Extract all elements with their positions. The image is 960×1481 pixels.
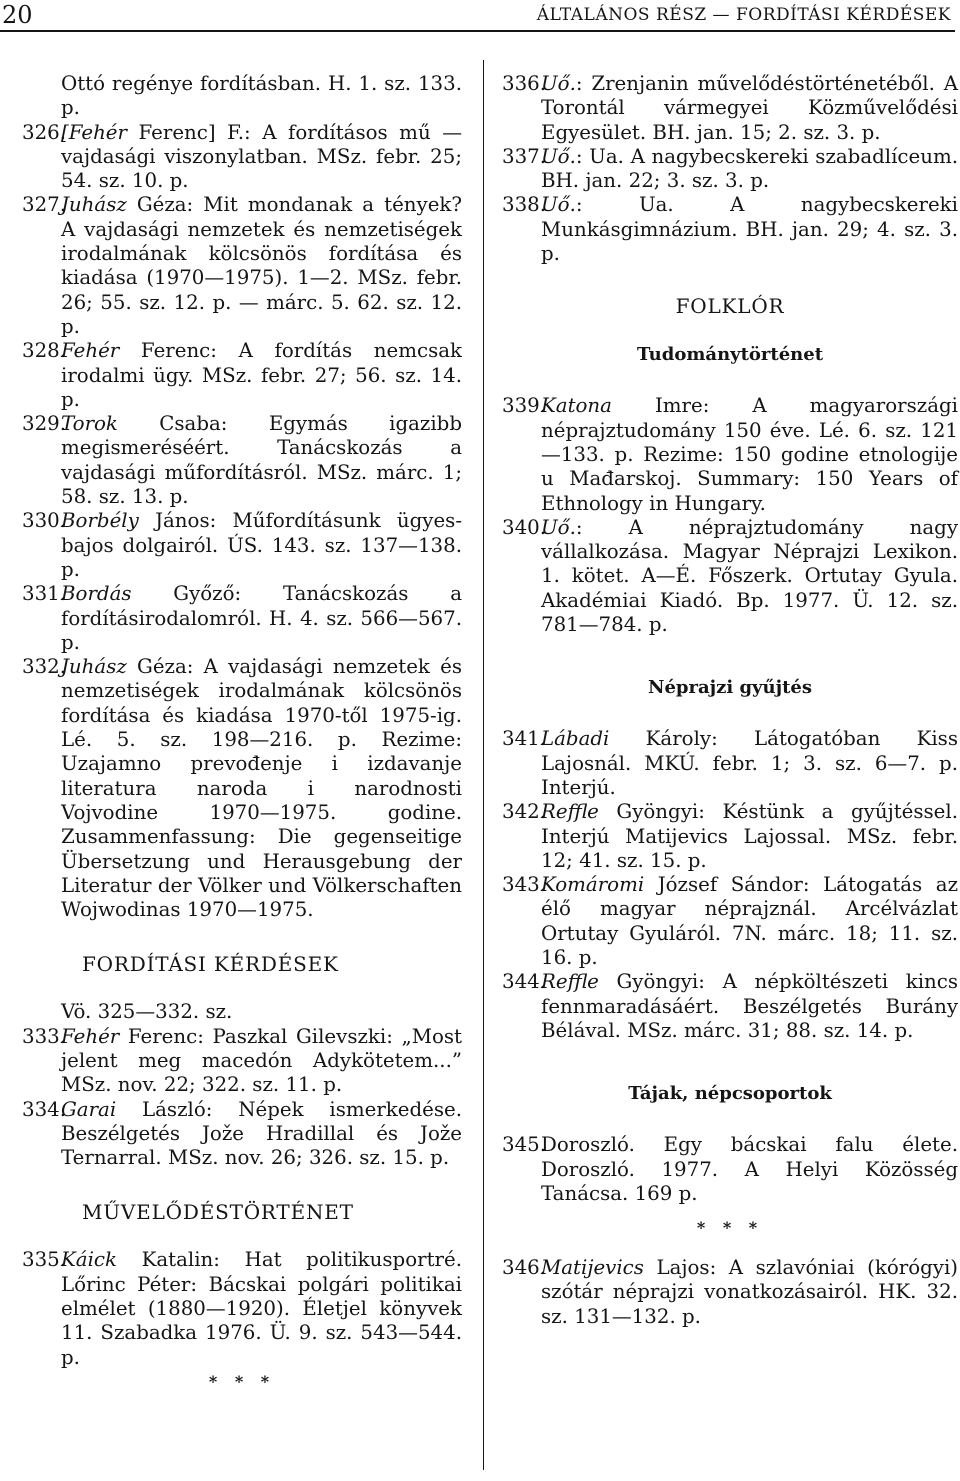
entry-text: Doroszló. Egy bácskai falu élete. Doroszló. 1977. A Helyi Közösség Tanácsa. 169 p.: [541, 1133, 958, 1205]
section-heading-muvelodes: MŰVELŐDÉSTÖRTÉNET: [82, 1200, 354, 1225]
entry-author: Matijevics: [541, 1256, 644, 1280]
entry-text: Géza: A vajdasági nemzetek és nemzetiségek irodalmának kölcsönös fordítása és kiadása 1970-től 1975-ig. Lé. 5. sz. 198—216. p. Rezime: Uzajamno prevođenje i izdavanje literatura naroda i narodnosti Vojvodine 1970—1975. godine. Zusammenfassung: Die gegenseitige Übersetzung und Herausgebung der Literatur der Völker und Völkerschaften Wojwodinas 1970—1975.: [61, 655, 462, 922]
see-also: Vö. 325—332. sz.: [61, 1000, 233, 1024]
entry-number: 344.: [502, 970, 547, 994]
bibliography-entry: [22, 1248, 462, 1369]
bibliography-entry: [502, 145, 958, 194]
entry-text: Ferenc] F.: A fordításos mű — vajdasági viszonylatban. MSz. febr. 25; 54. sz. 10. p.: [61, 120, 462, 193]
entry-author: Borbély: [61, 509, 139, 533]
entry-number: 331.: [22, 582, 67, 606]
entry-author: Uő.: [541, 515, 576, 539]
bibliography-entry: [22, 582, 462, 655]
entry-author: Komáromi: [541, 873, 645, 897]
entry-number: 327.: [22, 193, 67, 217]
entry-text: László: Népek ismerkedése. Beszélgetés Jože Hradillal és Jože Ternarral. MSz. nov. 26; 326. sz. 15. p.: [61, 1097, 462, 1170]
entry-list: [502, 394, 958, 637]
entry-author: Uő.: [541, 72, 576, 95]
section-heading-forditasi: FORDÍTÁSI KÉRDÉSEK: [82, 952, 339, 977]
bibliography-entry: [22, 1025, 462, 1098]
entry-number: 333.: [22, 1024, 67, 1048]
bibliography-entry: [502, 516, 958, 637]
right-column: [502, 72, 958, 1329]
entry-number: 337.: [502, 144, 547, 168]
subsection-tudomanytortenet: Tudománytörténet: [636, 344, 824, 366]
entry-author: Fehér: [61, 339, 120, 363]
entry-author: Torok: [61, 412, 118, 436]
page-number: 20: [2, 1, 33, 29]
entry-number: 329.: [22, 412, 67, 436]
bibliography-entry: [502, 394, 958, 515]
entry-text: Győző: Tanácskozás a fordításirodalomról. H. 4. sz. 566—567. p.: [61, 582, 462, 654]
entry-list: [502, 1256, 958, 1329]
entry-list: [22, 1248, 462, 1369]
entry-text: Gyöngyi: Késtünk a gyűjtéssel. Interjú Matijevics Lajossal. MSz. febr. 12; 41. sz. 15. p.: [541, 800, 958, 872]
entry-number: 328.: [22, 339, 67, 363]
bibliography-entry: [22, 121, 462, 194]
page-header: [0, 0, 955, 32]
entry-text: : A néprajztudomány nagy vállalkozása. Magyar Néprajzi Lexikon. 1. kötet. A—É. Főszerk. Ortutay Gyula. Akadémiai Kiadó. Bp. 1977. Ü. 12. sz. 781—784. p.: [541, 515, 958, 637]
entry-text: Géza: Mit mondanak a tények? A vajdasági nemzetek és nemzetiségek irodalmának kölcsönös fordítása és kiadása (1970—1975). 1—2. MSz. febr. 26; 55. sz. 12. p. — márc. 5. 62. sz. 12. p.: [61, 193, 462, 338]
entry-text: Katalin: Hat politikusportré. Lőrinc Péter: Bácskai polgári politikai elmélet (1880—1920). Életjel könyvek 11. Szabadka 1976. Ü. 9. sz. 543—544. p.: [61, 1248, 462, 1369]
entry-number: 343.: [502, 873, 547, 897]
bibliography-entry: [22, 655, 462, 922]
bibliography-entry: [22, 339, 462, 412]
entry-number: 332.: [22, 655, 67, 679]
entry-author: Lábadi: [541, 727, 610, 751]
entry-author: Juhász: [61, 193, 127, 217]
entry-author: [Fehér: [61, 120, 127, 144]
subsection-neprajzi-gyujtes: Néprajzi gyűjtés: [647, 677, 813, 699]
bibliography-entry: [502, 193, 958, 266]
entry-author: Garai: [61, 1097, 117, 1121]
entry-author: Uő.: [541, 193, 576, 217]
entry-list: [22, 1025, 462, 1171]
entry-list: [502, 1133, 958, 1206]
entry-number: 335.: [22, 1248, 67, 1272]
entry-number: 338.: [502, 193, 547, 217]
entry-number: 341.: [502, 727, 547, 751]
entry-author: Juhász: [61, 655, 127, 679]
entry-number: 342.: [502, 800, 547, 824]
bibliography-entry: [502, 1256, 958, 1329]
entry-text: : Zrenjanin művelődéstörténetéből. A Torontál vármegyei Közművelődési Egyesület. BH. jan. 15; 2. sz. 3. p.: [541, 72, 958, 144]
entry-author: Reffle: [541, 800, 599, 824]
column-divider: [483, 60, 484, 1470]
bibliography-entry: [502, 800, 958, 873]
entry-text: János: Műfordításunk ügyes-bajos dolgairól. ÚS. 143. sz. 137—138. p.: [61, 509, 462, 581]
entry-text: Ferenc: Paszkal Gilevszki: „Most jelent meg macedón Adykötetem...” MSz. nov. 22; 322. sz. 11. p.: [61, 1024, 462, 1097]
entry-author: Katona: [541, 394, 612, 418]
entry-text: Csaba: Egymás igazibb megismeréséért. Tanácskozás a vajdasági műfordításról. MSz. márc. 1; 58. sz. 13. p.: [61, 412, 462, 509]
entry-list: [22, 121, 462, 923]
entry-text: Károly: Látogatóban Kiss Lajosnál. MKÚ. febr. 1; 3. sz. 6—7. p. Interjú.: [541, 727, 958, 799]
bibliography-entry: [502, 727, 958, 800]
entry-number: 339.: [502, 394, 547, 418]
entry-number: 330.: [22, 509, 67, 533]
bibliography-entry: [22, 1098, 462, 1171]
entry-author: Káick: [61, 1248, 117, 1272]
entry-text: Imre: A magyarországi néprajztudomány 150 éve. Lé. 6. sz. 121—133. p. Rezime: 150 godine etnologije u Mađarskoj. Summary: 150 Years of Ethnology in Hungary.: [541, 394, 958, 515]
entry-list: [502, 727, 958, 1043]
bibliography-entry: [502, 1133, 958, 1206]
entry-list: [502, 72, 958, 266]
entry-text: : Ua. A nagybecskereki szabadlíceum. BH. jan. 22; 3. sz. 3. p.: [541, 144, 958, 193]
bibliography-entry: [22, 193, 462, 339]
bibliography-entry: [502, 72, 958, 145]
entry-number: 340.: [502, 515, 547, 539]
entry-author: Reffle: [541, 970, 599, 994]
separator-stars: * * *: [696, 1218, 764, 1238]
entry-text: Ferenc: A fordítás nemcsak irodalmi ügy. MSz. febr. 27; 56. sz. 14. p.: [61, 339, 462, 411]
entry-text: Gyöngyi: A népköltészeti kincs fennmaradásáért. Beszélgetés Burány Bélával. MSz. márc. 31; 88. sz. 14. p.: [541, 970, 958, 1042]
entry-number: 336.: [502, 72, 547, 95]
left-column: [22, 72, 462, 1392]
entry-number: 326.: [22, 120, 67, 144]
bibliography-entry: [502, 970, 958, 1043]
subsection-tajak: Tájak, népcsoportok: [628, 1083, 832, 1105]
entry-continuation: Ottó regénye fordításban. H. 1. sz. 133. p.: [61, 72, 462, 120]
entry-text: : Ua. A nagybecskereki Munkásgimnázium. BH. jan. 29; 4. sz. 3. p.: [541, 193, 958, 266]
entry-text: Lajos: A szlavóniai (kórógyi) szótár néprajzi vonatkozásairól. HK. 32. sz. 131—132. p.: [541, 1256, 958, 1328]
entry-author: Fehér: [61, 1024, 120, 1048]
separator-stars: * * *: [208, 1371, 276, 1391]
bibliography-entry: [502, 873, 958, 970]
entry-text: József Sándor: Látogatás az élő magyar néprajznál. Arcélvázlat Ortutay Gyuláról. 7N. márc. 18; 11. sz. 16. p.: [541, 873, 958, 970]
section-heading-folklor: FOLKLÓR: [675, 294, 785, 319]
entry-number: 346.: [502, 1256, 547, 1280]
bibliography-entry: [22, 509, 462, 582]
entry-author: Bordás: [61, 582, 132, 606]
bibliography-entry: [22, 412, 462, 509]
entry-number: 345.: [502, 1133, 547, 1157]
running-head: ÁLTALÁNOS RÉSZ — FORDÍTÁSI KÉRDÉSEK: [536, 5, 951, 25]
entry-number: 334.: [22, 1097, 67, 1121]
entry-author: Uő.: [541, 144, 576, 168]
